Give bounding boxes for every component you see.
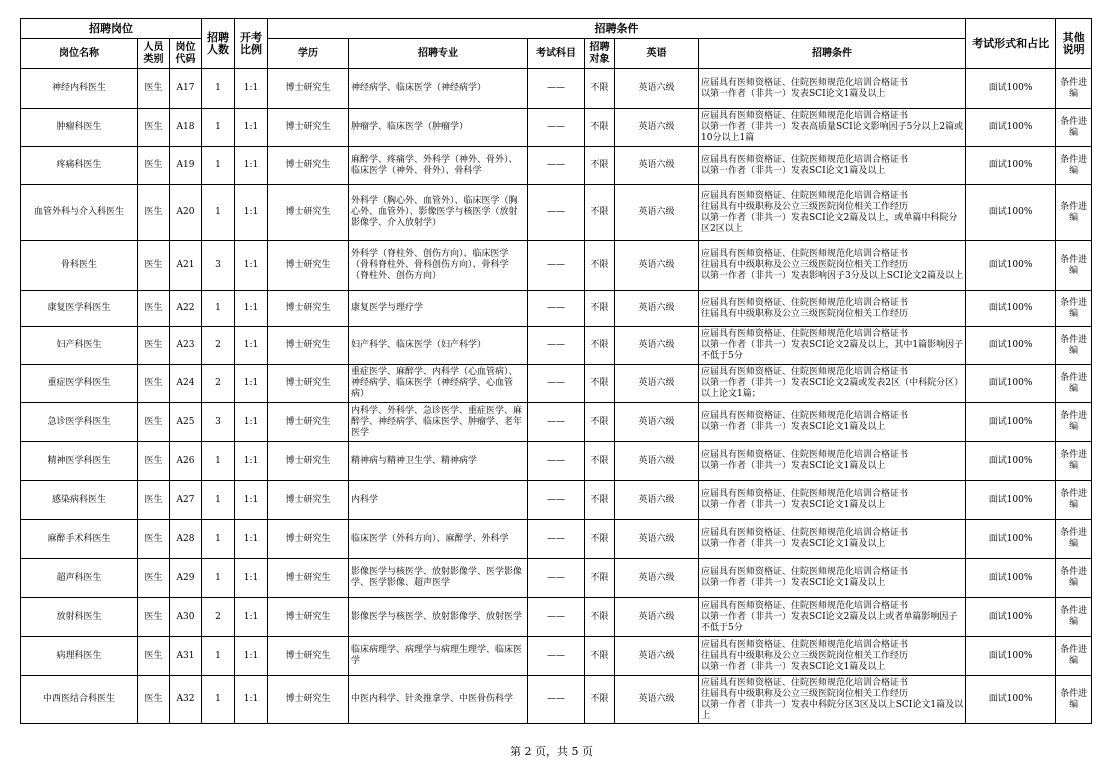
cell-education: 博士研究生 [268,598,349,637]
cell-notes: 条件进编 [1056,109,1092,147]
cell-major: 临床医学（外科方向）、麻醉学、外科学 [349,520,528,559]
header-exam-subject: 考试科目 [528,39,585,69]
cell-post-code: A20 [170,185,202,241]
cell-notes: 条件进编 [1056,598,1092,637]
cell-conditions: 应届具有医师资格证、住院医师规范化培训合格证书 以第一作者（非共一）发表SCI论文2篇及以上，其中1篇影响因子不低于5分 [699,327,966,365]
header-exam-ratio: 开考比例 [235,19,268,69]
cell-exam-form: 面试100% [966,559,1056,598]
cell-english: 英语六级 [615,442,699,481]
cell-target: 不限 [585,185,615,241]
cell-conditions: 应届具有医师资格证、住院医师规范化培训合格证书 以第一作者（非共一）发表SCI论文2篇或发表2区（中科院分区）以上论文1篇； [699,365,966,403]
table-row [21,241,1092,291]
cell-education: 博士研究生 [268,637,349,676]
cell-education: 博士研究生 [268,403,349,442]
table-row [21,147,1092,185]
cell-recruit-num: 2 [202,365,235,403]
cell-exam-subject: —— [528,481,585,520]
header-target: 招聘对象 [585,39,615,69]
cell-major: 康复医学与理疗学 [349,291,528,327]
header-group-post: 招聘岗位 [21,19,202,39]
cell-target: 不限 [585,637,615,676]
cell-notes: 条件进编 [1056,185,1092,241]
cell-major: 妇产科学、临床医学（妇产科学） [349,327,528,365]
cell-notes: 条件进编 [1056,291,1092,327]
cell-recruit-num: 1 [202,69,235,109]
cell-post-name: 病理科医生 [21,637,138,676]
cell-target: 不限 [585,241,615,291]
cell-post-name: 肿瘤科医生 [21,109,138,147]
header-notes: 其他说明 [1056,19,1092,69]
cell-major: 肿瘤学、临床医学（肿瘤学） [349,109,528,147]
header-post-code: 岗位代码 [170,39,202,69]
cell-english: 英语六级 [615,403,699,442]
cell-target: 不限 [585,676,615,724]
cell-conditions: 应届具有医师资格证、住院医师规范化培训合格证书 往届具有中级职称及公立三级医院岗位相关工作经历 以第一作者（非共一）发表SCI论文2篇及以上，或单篇中科院分区2区以上 [699,185,966,241]
cell-exam-form: 面试100% [966,291,1056,327]
table-row [21,442,1092,481]
cell-conditions: 应届具有医师资格证、住院医师规范化培训合格证书 往届具有中级职称及公立三级医院岗位相关工作经历 以第一作者（非共一）发表SCI论文1篇及以上 [699,637,966,676]
table-row [21,520,1092,559]
cell-exam-ratio: 1:1 [235,185,268,241]
cell-post-code: A30 [170,598,202,637]
cell-recruit-num: 2 [202,327,235,365]
cell-conditions: 应届具有医师资格证、住院医师规范化培训合格证书 往届具有中级职称及公立三级医院岗位相关工作经历 以第一作者（非共一）发表中科院分区3区及以上SCI论文1篇及以上 [699,676,966,724]
recruitment-table [20,18,1092,724]
cell-exam-ratio: 1:1 [235,109,268,147]
cell-recruit-num: 2 [202,598,235,637]
cell-exam-subject: —— [528,676,585,724]
cell-english: 英语六级 [615,637,699,676]
cell-post-name: 疼痛科医生 [21,147,138,185]
cell-exam-form: 面试100% [966,185,1056,241]
cell-recruit-num: 1 [202,442,235,481]
cell-major: 麻醉学、疼痛学、外科学（神外、骨外）、临床医学（神外、骨外）、骨科学 [349,147,528,185]
cell-major: 临床病理学、病理学与病理生理学、临床医学 [349,637,528,676]
cell-exam-ratio: 1:1 [235,69,268,109]
cell-notes: 条件进编 [1056,69,1092,109]
cell-target: 不限 [585,365,615,403]
cell-education: 博士研究生 [268,520,349,559]
cell-staff-type: 医生 [138,520,170,559]
cell-staff-type: 医生 [138,598,170,637]
cell-exam-form: 面试100% [966,481,1056,520]
cell-exam-ratio: 1:1 [235,520,268,559]
cell-target: 不限 [585,442,615,481]
cell-notes: 条件进编 [1056,676,1092,724]
cell-exam-ratio: 1:1 [235,598,268,637]
table-row [21,559,1092,598]
cell-conditions: 应届具有医师资格证、住院医师规范化培训合格证书 往届具有中级职称及公立三级医院岗位相关工作经历 [699,291,966,327]
cell-exam-subject: —— [528,185,585,241]
cell-exam-ratio: 1:1 [235,637,268,676]
cell-target: 不限 [585,481,615,520]
cell-education: 博士研究生 [268,481,349,520]
cell-recruit-num: 3 [202,241,235,291]
cell-exam-form: 面试100% [966,147,1056,185]
cell-exam-form: 面试100% [966,598,1056,637]
table-body [21,69,1092,724]
cell-post-name: 骨科医生 [21,241,138,291]
cell-staff-type: 医生 [138,185,170,241]
cell-notes: 条件进编 [1056,559,1092,598]
cell-notes: 条件进编 [1056,442,1092,481]
cell-exam-subject: —— [528,147,585,185]
cell-post-code: A32 [170,676,202,724]
header-staff-type: 人员类别 [138,39,170,69]
cell-post-name: 中西医结合科医生 [21,676,138,724]
cell-staff-type: 医生 [138,69,170,109]
cell-conditions: 应届具有医师资格证、住院医师规范化培训合格证书 以第一作者（非共一）发表SCI论文1篇及以上 [699,520,966,559]
cell-staff-type: 医生 [138,637,170,676]
cell-target: 不限 [585,109,615,147]
cell-exam-ratio: 1:1 [235,676,268,724]
cell-english: 英语六级 [615,481,699,520]
cell-staff-type: 医生 [138,241,170,291]
cell-major: 神经病学、临床医学（神经病学） [349,69,528,109]
cell-english: 英语六级 [615,109,699,147]
cell-exam-ratio: 1:1 [235,481,268,520]
table-row [21,637,1092,676]
cell-post-code: A28 [170,520,202,559]
cell-target: 不限 [585,559,615,598]
cell-exam-subject: —— [528,598,585,637]
cell-major: 影像医学与核医学、放射影像学、放射医学 [349,598,528,637]
cell-english: 英语六级 [615,241,699,291]
cell-post-code: A17 [170,69,202,109]
cell-recruit-num: 3 [202,403,235,442]
cell-major: 中医内科学、针灸推拿学、中医骨伤科学 [349,676,528,724]
cell-staff-type: 医生 [138,109,170,147]
cell-notes: 条件进编 [1056,147,1092,185]
cell-post-code: A18 [170,109,202,147]
header-conditions: 招聘条件 [699,39,966,69]
cell-conditions: 应届具有医师资格证、住院医师规范化培训合格证书 以第一作者（非共一）发表SCI论文1篇及以上 [699,559,966,598]
cell-post-code: A23 [170,327,202,365]
table-row [21,327,1092,365]
cell-post-name: 神经内科医生 [21,69,138,109]
cell-exam-form: 面试100% [966,676,1056,724]
cell-exam-ratio: 1:1 [235,147,268,185]
cell-exam-subject: —— [528,442,585,481]
cell-exam-subject: —— [528,241,585,291]
header-exam-form: 考试形式和占比 [966,19,1056,69]
cell-post-name: 重症医学科医生 [21,365,138,403]
cell-education: 博士研究生 [268,676,349,724]
cell-exam-subject: —— [528,365,585,403]
cell-target: 不限 [585,598,615,637]
cell-exam-ratio: 1:1 [235,291,268,327]
cell-conditions: 应届具有医师资格证、住院医师规范化培训合格证书 以第一作者（非共一）发表SCI论文1篇及以上 [699,403,966,442]
cell-exam-ratio: 1:1 [235,403,268,442]
cell-target: 不限 [585,291,615,327]
cell-notes: 条件进编 [1056,520,1092,559]
cell-target: 不限 [585,327,615,365]
cell-conditions: 应届具有医师资格证、住院医师规范化培训合格证书 以第一作者（非共一）发表SCI论文1篇及以上 [699,442,966,481]
cell-exam-form: 面试100% [966,69,1056,109]
cell-exam-subject: —— [528,109,585,147]
cell-post-name: 麻醉手术科医生 [21,520,138,559]
cell-education: 博士研究生 [268,559,349,598]
cell-target: 不限 [585,147,615,185]
cell-post-code: A25 [170,403,202,442]
cell-recruit-num: 1 [202,147,235,185]
cell-staff-type: 医生 [138,559,170,598]
cell-post-name: 急诊医学科医生 [21,403,138,442]
cell-education: 博士研究生 [268,442,349,481]
cell-exam-subject: —— [528,291,585,327]
cell-education: 博士研究生 [268,291,349,327]
table-row [21,403,1092,442]
cell-conditions: 应届具有医师资格证、住院医师规范化培训合格证书 以第一作者（非共一）发表SCI论文2篇及以上或者单篇影响因子不低于5分 [699,598,966,637]
cell-education: 博士研究生 [268,109,349,147]
cell-staff-type: 医生 [138,676,170,724]
table-row [21,598,1092,637]
cell-post-code: A26 [170,442,202,481]
cell-major: 外科学（脊柱外、创伤方向）、临床医学（骨科脊柱外、骨科创伤方向）、骨科学（脊柱外、创伤方向） [349,241,528,291]
cell-exam-form: 面试100% [966,520,1056,559]
cell-recruit-num: 1 [202,481,235,520]
cell-exam-form: 面试100% [966,109,1056,147]
cell-recruit-num: 1 [202,676,235,724]
cell-recruit-num: 1 [202,637,235,676]
cell-major: 重症医学、麻醉学、内科学（心血管病）、神经病学、临床医学（神经病学、心血管病） [349,365,528,403]
cell-post-name: 妇产科医生 [21,327,138,365]
cell-english: 英语六级 [615,147,699,185]
cell-education: 博士研究生 [268,327,349,365]
cell-staff-type: 医生 [138,147,170,185]
cell-notes: 条件进编 [1056,403,1092,442]
cell-exam-subject: —— [528,69,585,109]
cell-english: 英语六级 [615,185,699,241]
cell-post-code: A21 [170,241,202,291]
cell-english: 英语六级 [615,69,699,109]
cell-post-name: 感染病科医生 [21,481,138,520]
table-row [21,291,1092,327]
cell-post-name: 放射科医生 [21,598,138,637]
cell-english: 英语六级 [615,676,699,724]
cell-english: 英语六级 [615,520,699,559]
cell-exam-ratio: 1:1 [235,327,268,365]
cell-target: 不限 [585,403,615,442]
cell-conditions: 应届具有医师资格证、住院医师规范化培训合格证书 以第一作者（非共一）发表SCI论文1篇及以上 [699,481,966,520]
cell-post-code: A27 [170,481,202,520]
cell-major: 精神病与精神卫生学、精神病学 [349,442,528,481]
cell-major: 外科学（胸心外、血管外）、临床医学（胸心外、血管外）、影像医学与核医学（放射影像学、介入放射学） [349,185,528,241]
cell-conditions: 应届具有医师资格证、住院医师规范化培训合格证书 往届具有中级职称及公立三级医院岗位相关工作经历 以第一作者（非共一）发表影响因子3分及以上SCI论文2篇及以上 [699,241,966,291]
cell-exam-subject: —— [528,403,585,442]
cell-post-code: A24 [170,365,202,403]
table-row [21,109,1092,147]
page-footer: 第 2 页，共 5 页 [510,745,593,758]
cell-staff-type: 医生 [138,291,170,327]
cell-post-name: 康复医学科医生 [21,291,138,327]
cell-recruit-num: 1 [202,291,235,327]
cell-exam-form: 面试100% [966,365,1056,403]
cell-post-name: 精神医学科医生 [21,442,138,481]
cell-post-code: A22 [170,291,202,327]
cell-notes: 条件进编 [1056,637,1092,676]
header-group-conditions: 招聘条件 [268,19,966,39]
table-row [21,365,1092,403]
header-education: 学历 [268,39,349,69]
cell-post-name: 血管外科与介入科医生 [21,185,138,241]
cell-recruit-num: 1 [202,520,235,559]
cell-major: 内科学、外科学、急诊医学、重症医学、麻醉学、神经病学、临床医学、肿瘤学、老年医学 [349,403,528,442]
cell-exam-form: 面试100% [966,241,1056,291]
cell-post-name: 超声科医生 [21,559,138,598]
cell-exam-form: 面试100% [966,403,1056,442]
cell-english: 英语六级 [615,365,699,403]
cell-exam-ratio: 1:1 [235,559,268,598]
cell-target: 不限 [585,520,615,559]
cell-conditions: 应届具有医师资格证、住院医师规范化培训合格证书 以第一作者（非共一）发表SCI论文1篇及以上 [699,69,966,109]
header-recruit-num: 招聘人数 [202,19,235,69]
cell-exam-form: 面试100% [966,637,1056,676]
cell-exam-ratio: 1:1 [235,241,268,291]
cell-staff-type: 医生 [138,442,170,481]
cell-education: 博士研究生 [268,69,349,109]
cell-education: 博士研究生 [268,365,349,403]
cell-exam-form: 面试100% [966,442,1056,481]
cell-conditions: 应届具有医师资格证、住院医师规范化培训合格证书 以第一作者（非共一）发表SCI论文1篇及以上 [699,147,966,185]
cell-education: 博士研究生 [268,241,349,291]
header-english: 英语 [615,39,699,69]
cell-education: 博士研究生 [268,185,349,241]
table-row [21,481,1092,520]
header-major: 招聘专业 [349,39,528,69]
table-row [21,69,1092,109]
cell-conditions: 应届具有医师资格证、住院医师规范化培训合格证书 以第一作者（非共一）发表高质量SCI论文影响因子5分以上2篇或10分以上1篇 [699,109,966,147]
cell-staff-type: 医生 [138,327,170,365]
cell-notes: 条件进编 [1056,481,1092,520]
cell-recruit-num: 1 [202,109,235,147]
cell-staff-type: 医生 [138,481,170,520]
cell-exam-subject: —— [528,559,585,598]
cell-post-code: A19 [170,147,202,185]
cell-notes: 条件进编 [1056,365,1092,403]
cell-major: 影像医学与核医学、放射影像学、医学影像学、医学影像、超声医学 [349,559,528,598]
cell-exam-ratio: 1:1 [235,442,268,481]
cell-recruit-num: 1 [202,185,235,241]
table-row [21,676,1092,724]
cell-target: 不限 [585,69,615,109]
cell-education: 博士研究生 [268,147,349,185]
cell-english: 英语六级 [615,598,699,637]
cell-exam-ratio: 1:1 [235,365,268,403]
cell-english: 英语六级 [615,291,699,327]
cell-staff-type: 医生 [138,365,170,403]
cell-post-code: A31 [170,637,202,676]
cell-major: 内科学 [349,481,528,520]
cell-notes: 条件进编 [1056,241,1092,291]
cell-staff-type: 医生 [138,403,170,442]
table-row [21,185,1092,241]
cell-english: 英语六级 [615,559,699,598]
cell-exam-subject: —— [528,520,585,559]
cell-post-code: A29 [170,559,202,598]
cell-recruit-num: 1 [202,559,235,598]
cell-english: 英语六级 [615,327,699,365]
cell-exam-form: 面试100% [966,327,1056,365]
cell-exam-subject: —— [528,327,585,365]
cell-exam-subject: —— [528,637,585,676]
header-post-name: 岗位名称 [21,39,138,69]
cell-notes: 条件进编 [1056,327,1092,365]
